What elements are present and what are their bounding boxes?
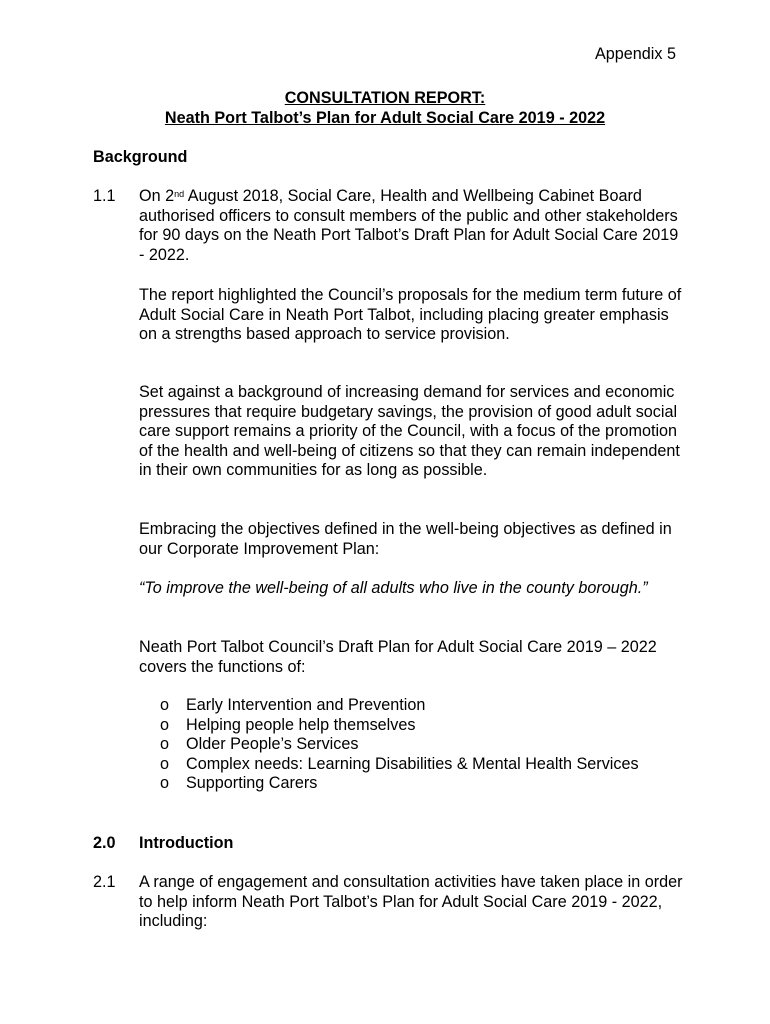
para-text-start: On 2 — [139, 187, 175, 205]
paragraph-1-1-report: The report highlighted the Council’s proposals for the medium term future of Adult Social Care in Neath Port Talbot, including placing greater emphasis on a strengths based approach to service provision. — [139, 286, 682, 344]
bullet-icon: o — [160, 774, 170, 793]
report-subtitle: Neath Port Talbot’s Plan for Adult Social Care 2019 - 2022 — [164, 109, 606, 127]
list-item — [160, 696, 660, 716]
section-number-2-1: 2.1 — [93, 873, 116, 891]
list-item-text: Supporting Carers — [186, 774, 318, 793]
bullet-icon: o — [160, 696, 170, 714]
bullet-icon: o — [160, 715, 170, 734]
list-item — [160, 735, 660, 755]
quote-paragraph: “To improve the well-being of all adults who live in the county borough.” — [139, 579, 648, 597]
list-item-text: Complex needs: Learning Disabilities & Mental Health Services — [186, 754, 639, 773]
functions-list — [160, 696, 660, 794]
list-item-text: Helping people help themselves — [186, 715, 416, 734]
ordinal-suffix: nd — [174, 189, 185, 199]
section-number-1-1: 1.1 — [93, 187, 116, 205]
list-item — [160, 774, 660, 794]
paragraph-1-1-functions: Neath Port Talbot Council’s Draft Plan for Adult Social Care 2019 – 2022 covers the functions of: — [139, 638, 657, 676]
paragraph-1-1-objectives: Embracing the objectives defined in the well-being objectives as defined in our Corporate Improvement Plan: — [139, 520, 672, 558]
bullet-icon: o — [160, 754, 170, 773]
introduction-heading: Introduction — [139, 834, 234, 852]
section-number-2-0: 2.0 — [93, 834, 116, 852]
paragraph-1-1-background: Set against a background of increasing demand for services and economic pressures that require budgetary savings, the provision of good adult social care support remains a priority of the Council, with a focus of the promotion of the health and well-being of citizens so that they can remain independent in their own communities for as long as possible. — [139, 383, 680, 480]
paragraph-2-1: A range of engagement and consultation activities have taken place in order to help inform Neath Port Talbot’s Plan for Adult Social Care 2019 - 2022, including: — [139, 873, 683, 931]
para-text-rest: August 2018, Social Care, Health and Wellbeing Cabinet Board authorised officers to consult members of the public and other stakeholders for 90 days on the Neath Port Talbot’s Draft Plan for Adult Social Care 2019 - 2022. — [139, 187, 679, 264]
list-item-text: Older People’s Services — [186, 735, 359, 754]
paragraph-1-1-first — [139, 187, 684, 265]
list-item — [160, 755, 660, 775]
list-item-text: Early Intervention and Prevention — [186, 696, 426, 714]
list-item — [160, 716, 660, 736]
background-heading: Background — [93, 148, 188, 166]
bullet-icon: o — [160, 735, 170, 754]
appendix-label: Appendix 5 — [594, 45, 676, 63]
report-title: CONSULTATION REPORT: — [284, 89, 486, 107]
